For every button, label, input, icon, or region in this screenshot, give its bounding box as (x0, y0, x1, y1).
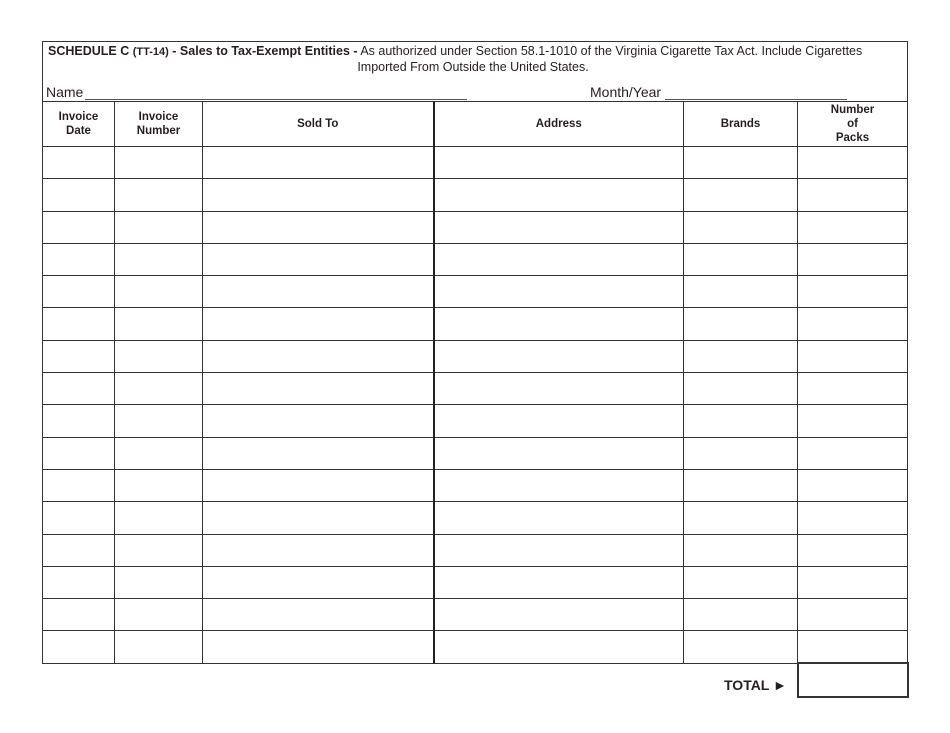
sold-to-cell[interactable] (203, 211, 434, 243)
column-header-text: of (847, 118, 858, 130)
address-cell[interactable] (434, 405, 684, 437)
brands-cell[interactable] (684, 405, 798, 437)
schedule-title: - Sales to Tax-Exempt Entities - (172, 44, 358, 58)
column-header-text: Number (830, 104, 875, 116)
number-of-packs-cell[interactable] (798, 243, 908, 275)
column-header-brands (684, 102, 798, 147)
invoice-number-cell[interactable] (115, 243, 203, 275)
brands-cell[interactable] (684, 147, 798, 179)
table-row (43, 373, 908, 405)
table-row (43, 308, 908, 340)
brands-cell[interactable] (684, 437, 798, 469)
invoice-number-cell[interactable] (115, 405, 203, 437)
column-header-invoice-date (43, 102, 115, 147)
address-cell[interactable] (434, 243, 684, 275)
table-row (43, 631, 908, 663)
number-of-packs-cell[interactable] (798, 534, 908, 566)
invoice-date-cell[interactable] (43, 469, 115, 501)
invoice-date-cell[interactable] (43, 631, 115, 663)
brands-cell[interactable] (684, 179, 798, 211)
invoice-date-cell[interactable] (43, 147, 115, 179)
invoice-date-cell[interactable] (43, 211, 115, 243)
table-row (43, 340, 908, 372)
sold-to-cell[interactable] (203, 405, 434, 437)
column-header-text: Sold To (297, 118, 339, 130)
table-row (43, 534, 908, 566)
invoice-date-cell[interactable] (43, 243, 115, 275)
number-of-packs-cell[interactable] (798, 179, 908, 211)
address-cell[interactable] (434, 340, 684, 372)
invoice-date-cell[interactable] (43, 179, 115, 211)
number-of-packs-cell[interactable] (798, 308, 908, 340)
brands-cell[interactable] (684, 502, 798, 534)
invoice-date-cell[interactable] (43, 502, 115, 534)
invoice-number-cell[interactable] (115, 373, 203, 405)
number-of-packs-cell[interactable] (798, 631, 908, 663)
brands-cell[interactable] (684, 469, 798, 501)
name-input[interactable] (85, 85, 467, 100)
invoice-date-cell[interactable] (43, 534, 115, 566)
brands-cell[interactable] (684, 243, 798, 275)
address-cell[interactable] (434, 631, 684, 663)
sold-to-cell[interactable] (203, 340, 434, 372)
number-of-packs-cell[interactable] (798, 276, 908, 308)
brands-cell[interactable] (684, 534, 798, 566)
table-row (43, 437, 908, 469)
column-header-address (434, 102, 684, 147)
address-cell[interactable] (434, 308, 684, 340)
address-cell[interactable] (434, 534, 684, 566)
sold-to-cell[interactable] (203, 373, 434, 405)
address-cell[interactable] (434, 437, 684, 469)
sold-to-cell[interactable] (203, 308, 434, 340)
column-header-sold-to (203, 102, 434, 147)
column-header-text: Packs (835, 132, 870, 144)
column-header-text: Invoice (58, 111, 99, 123)
month-year-input[interactable] (665, 85, 847, 100)
month-year-field[interactable] (590, 84, 847, 100)
invoice-date-cell[interactable] (43, 566, 115, 598)
table-row (43, 405, 908, 437)
invoice-number-cell[interactable] (115, 502, 203, 534)
sold-to-cell[interactable] (203, 599, 434, 631)
invoice-date-cell[interactable] (43, 437, 115, 469)
sold-to-cell[interactable] (203, 534, 434, 566)
description-line-1: As authorized under Section 58.1-1010 of the Virginia Cigarette Tax Act. Include Cigarettes (360, 44, 863, 58)
month-year-label: Month/Year (590, 84, 662, 100)
table-row (43, 469, 908, 501)
sold-to-cell[interactable] (203, 502, 434, 534)
invoice-date-cell[interactable] (43, 405, 115, 437)
column-header-text: Address (535, 118, 582, 130)
sold-to-cell[interactable] (203, 437, 434, 469)
invoice-number-cell[interactable] (115, 437, 203, 469)
address-cell[interactable] (434, 147, 684, 179)
table-row (43, 502, 908, 534)
invoice-number-cell[interactable] (115, 308, 203, 340)
table-row (43, 599, 908, 631)
invoice-number-cell[interactable] (115, 147, 203, 179)
invoice-date-cell[interactable] (43, 276, 115, 308)
address-cell[interactable] (434, 373, 684, 405)
table-row (43, 211, 908, 243)
address-cell[interactable] (434, 469, 684, 501)
column-header-text: Invoice (138, 111, 179, 123)
number-of-packs-cell[interactable] (798, 566, 908, 598)
brands-cell[interactable] (684, 340, 798, 372)
address-cell[interactable] (434, 599, 684, 631)
name-label: Name (46, 84, 84, 100)
number-of-packs-cell[interactable] (798, 340, 908, 372)
column-header-text: Brands (720, 118, 761, 130)
table-row (43, 147, 908, 179)
sold-to-cell[interactable] (203, 276, 434, 308)
invoice-number-cell[interactable] (115, 534, 203, 566)
invoice-number-cell[interactable] (115, 340, 203, 372)
form-title (48, 44, 898, 75)
column-header-invoice-number (115, 102, 203, 147)
brands-cell[interactable] (684, 373, 798, 405)
number-of-packs-cell[interactable] (798, 502, 908, 534)
brands-cell[interactable] (684, 566, 798, 598)
brands-cell[interactable] (684, 276, 798, 308)
name-field[interactable] (46, 84, 467, 100)
sold-to-cell[interactable] (203, 243, 434, 275)
form-code: (TT-14) (132, 46, 169, 58)
table-row (43, 179, 908, 211)
brands-cell[interactable] (684, 211, 798, 243)
total-input[interactable] (797, 662, 909, 698)
column-header-text: Date (66, 125, 91, 137)
invoice-date-cell[interactable] (43, 308, 115, 340)
address-cell[interactable] (434, 502, 684, 534)
sold-to-cell[interactable] (203, 469, 434, 501)
address-cell[interactable] (434, 179, 684, 211)
column-header-text: Number (136, 125, 181, 137)
sold-to-cell[interactable] (203, 566, 434, 598)
sold-to-cell[interactable] (203, 147, 434, 179)
brands-cell[interactable] (684, 308, 798, 340)
sales-table (42, 101, 908, 664)
address-cell[interactable] (434, 211, 684, 243)
invoice-number-cell[interactable] (115, 566, 203, 598)
invoice-number-cell[interactable] (115, 211, 203, 243)
table-row (43, 566, 908, 598)
number-of-packs-cell[interactable] (798, 211, 908, 243)
description-line-2: Imported From Outside the United States. (357, 60, 589, 74)
number-of-packs-cell[interactable] (798, 147, 908, 179)
invoice-number-cell[interactable] (115, 631, 203, 663)
table-row (43, 276, 908, 308)
address-cell[interactable] (434, 566, 684, 598)
invoice-number-cell[interactable] (115, 276, 203, 308)
number-of-packs-cell[interactable] (798, 373, 908, 405)
invoice-number-cell[interactable] (115, 599, 203, 631)
invoice-date-cell[interactable] (43, 373, 115, 405)
schedule-label: SCHEDULE C (48, 44, 130, 58)
number-of-packs-cell[interactable] (798, 599, 908, 631)
invoice-date-cell[interactable] (43, 599, 115, 631)
brands-cell[interactable] (684, 599, 798, 631)
column-header-number-of-packs (798, 102, 908, 147)
total-label: TOTAL ► (724, 677, 787, 693)
brands-cell[interactable] (684, 631, 798, 663)
invoice-date-cell[interactable] (43, 340, 115, 372)
sold-to-cell[interactable] (203, 631, 434, 663)
number-of-packs-cell[interactable] (798, 437, 908, 469)
invoice-number-cell[interactable] (115, 469, 203, 501)
number-of-packs-cell[interactable] (798, 405, 908, 437)
invoice-number-cell[interactable] (115, 179, 203, 211)
address-cell[interactable] (434, 276, 684, 308)
sold-to-cell[interactable] (203, 179, 434, 211)
number-of-packs-cell[interactable] (798, 469, 908, 501)
table-row (43, 243, 908, 275)
